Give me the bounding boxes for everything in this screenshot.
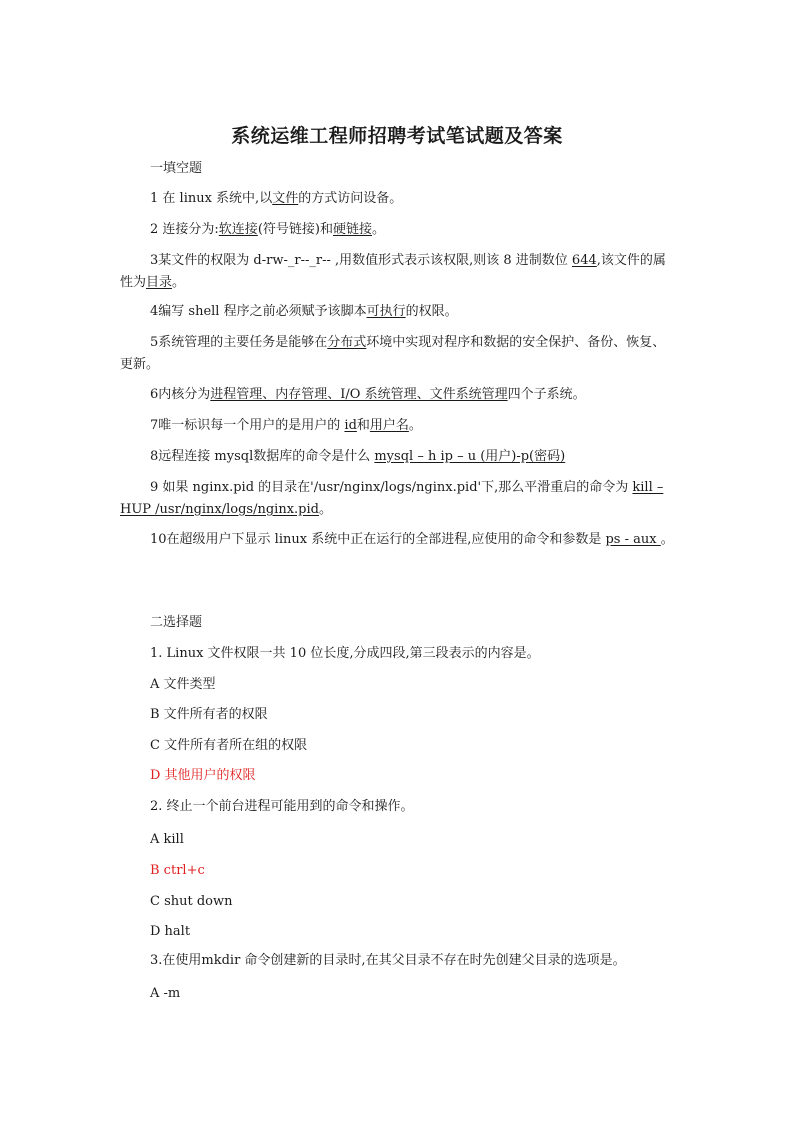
fill-question-10: 10在超级用户下显示 linux 系统中正在运行的全部进程,应使用的命令和参数是 ps - aux 。 bbox=[150, 532, 674, 547]
document-title: 系统运维工程师招聘考试笔试题及答案 bbox=[231, 125, 563, 147]
answer-text: 644 bbox=[571, 253, 597, 268]
answer-text: 用户名 bbox=[369, 418, 409, 433]
answer-text: 文件 bbox=[272, 191, 299, 206]
answer-text: 分布式 bbox=[327, 335, 367, 350]
choice-question-3-stem: 3.在使用mkdir 命令创建新的目录时,在其父目录不存在时先创建父目录的选项是。 bbox=[150, 953, 626, 968]
choice-question-1-stem: 1. Linux 文件权限一共 10 位长度,分成四段,第三段表示的内容是。 bbox=[150, 646, 540, 661]
choice-option-correct: D 其他用户的权限 bbox=[150, 768, 256, 783]
answer-text: mysql – h ip – u (用户)-p(密码) bbox=[374, 449, 566, 464]
fill-question-1: 1 在 linux 系统中,以文件的方式访问设备。 bbox=[150, 191, 403, 206]
answer-text: 软连接 bbox=[218, 222, 258, 237]
answer-text: 可执行 bbox=[366, 304, 406, 319]
fill-question-6: 6内核分为进程管理、内存管理、I/O 系统管理、文件系统管理四个子系统。 bbox=[150, 387, 586, 402]
choice-option: A -m bbox=[150, 986, 181, 1001]
choice-option: B 文件所有者的权限 bbox=[150, 707, 268, 722]
choice-option: C 文件所有者所在组的权限 bbox=[150, 738, 308, 753]
fill-question-9: 9 如果 nginx.pid 的目录在'/usr/nginx/logs/nginx.pid'下,那么平滑重启的命令为 kill – HUP /usr/nginx/logs/nginx.pid。 bbox=[120, 480, 664, 517]
fill-question-5: 5系统管理的主要任务是能够在分布式环境中实现对程序和数据的安全保护、备份、恢复、更新。 bbox=[120, 335, 666, 372]
fill-question-2: 2 连接分为:软连接(符号链接)和硬链接。 bbox=[150, 222, 385, 237]
choice-option: C shut down bbox=[150, 894, 233, 909]
choice-option: A 文件类型 bbox=[150, 677, 216, 692]
choice-option: A kill bbox=[150, 832, 184, 847]
answer-text: 目录 bbox=[146, 275, 173, 290]
answer-text: ps - aux bbox=[605, 532, 661, 547]
fill-question-7: 7唯一标识每一个用户的是用户的 id和用户名。 bbox=[150, 418, 422, 433]
section-heading-fill: 一填空题 bbox=[150, 161, 203, 176]
answer-text: 进程管理、内存管理、I/O 系统管理、文件系统管理 bbox=[210, 387, 508, 402]
answer-text: id bbox=[344, 418, 357, 433]
choice-option: D halt bbox=[150, 924, 191, 939]
answer-text: 硬链接 bbox=[332, 222, 372, 237]
section-heading-choice: 二选择题 bbox=[150, 615, 203, 630]
choice-question-2-stem: 2. 终止一个前台进程可能用到的命令和操作。 bbox=[150, 799, 414, 814]
fill-question-8: 8远程连接 mysql数据库的命令是什么 mysql – h ip – u (用户)-p(密码) bbox=[150, 449, 566, 464]
choice-option-correct: B ctrl+c bbox=[150, 863, 205, 878]
fill-question-4: 4编写 shell 程序之前必须赋予该脚本可执行的权限。 bbox=[150, 304, 458, 319]
fill-question-3: 3某文件的权限为 d-rw-_r--_r-- ,用数值形式表示该权限,则该 8 进制数位 644,该文件的属性为目录。 bbox=[120, 253, 666, 290]
answer-text: kill – HUP /usr/nginx/logs/nginx.pid bbox=[120, 480, 664, 517]
